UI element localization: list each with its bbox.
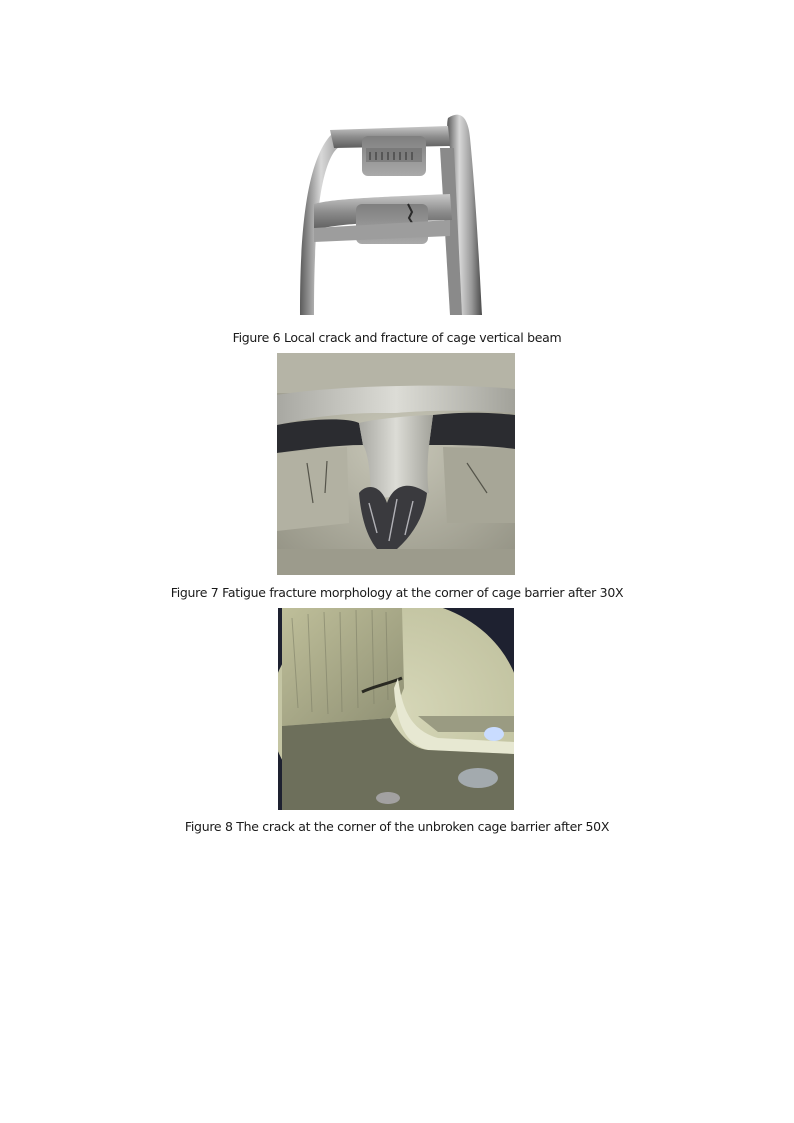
figure-6-caption: Figure 6 Local crack and fracture of cage vertical beam xyxy=(232,330,562,345)
figure-6-photo xyxy=(290,108,500,315)
figure-8-caption: Figure 8 The crack at the corner of the unbroken cage barrier after 50X xyxy=(184,819,610,834)
figure-8-photo xyxy=(278,608,514,810)
figure-7-photo xyxy=(277,353,515,575)
figure-7-caption: Figure 7 Fatigue fracture morphology at the corner of cage barrier after 30X xyxy=(170,585,624,600)
